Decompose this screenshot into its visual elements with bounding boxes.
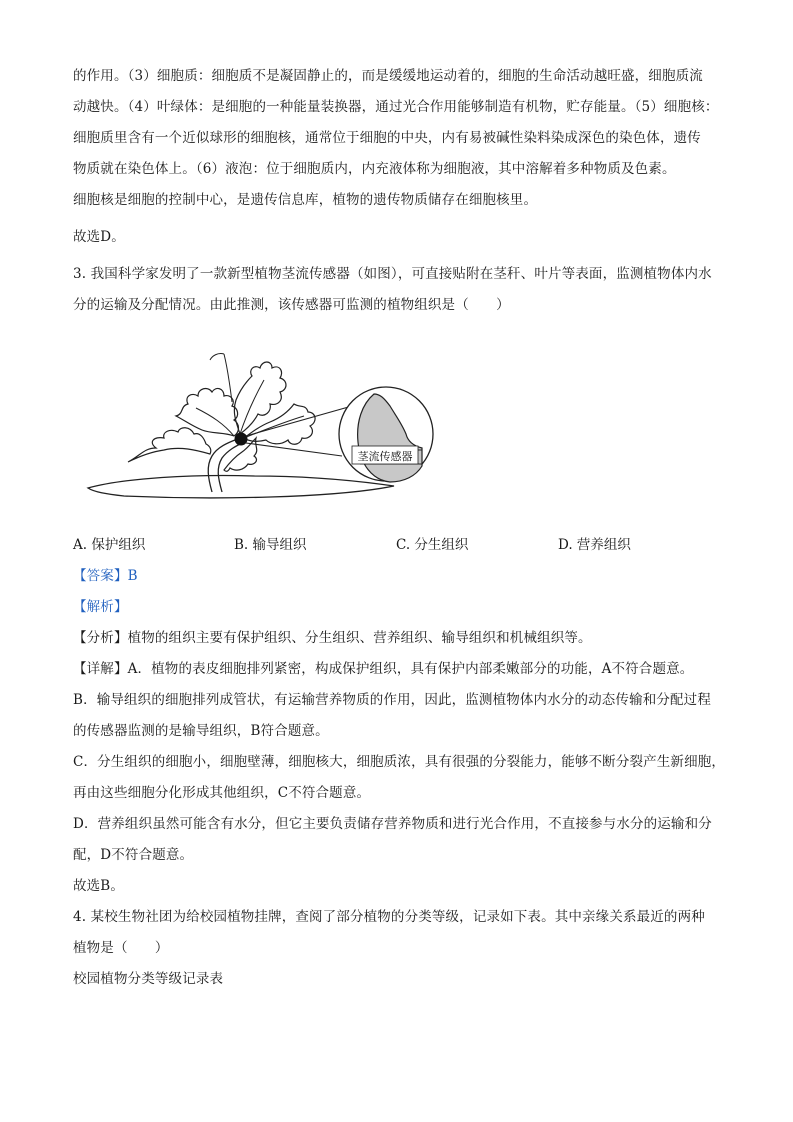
plant-leaf — [128, 428, 211, 462]
intro-line: 物质就在染色体上。（6）液泡：位于细胞质内，内充液体称为细胞液，其中溶解着多种物质及色素。 — [73, 161, 676, 177]
intro-line: 的作用。（3）细胞质：细胞质不是凝固静止的，而是缓缓地运动着的，细胞的生命活动越旺盛，细胞质流 — [73, 68, 703, 84]
explanation-line: 的传感器监测的是输导组织，B符合题意。 — [73, 723, 329, 739]
explanation-line: 【详解】A．植物的表皮细胞排列紧密，构成保护组织，具有保护内部柔嫩部分的功能，A不符合题意。 — [73, 661, 694, 677]
question-3-stem: 分的运输及分配情况。由此推测，该传感器可监测的植物组织是（ ） — [73, 297, 510, 313]
option-d: D. 营养组织 — [558, 537, 631, 553]
ground-shape — [88, 476, 394, 498]
intro-line: 细胞质里含有一个近似球形的细胞核，通常位于细胞的中央，内有易被碱性染料染成深色的染色体，遗传 — [73, 130, 701, 146]
plant-leaf — [176, 389, 239, 436]
connector-line — [246, 443, 342, 456]
question-3-stem: 3. 我国科学家发明了一款新型植物茎流传感器（如图），可直接贴附在茎秆、叶片等表面，监测植物体内水 — [73, 266, 712, 282]
intro-line: 细胞核是细胞的控制中心，是遗传信息库，植物的遗传物质储存在细胞核里。 — [73, 192, 538, 208]
option-c: C. 分生组织 — [396, 537, 469, 553]
explanation-line: 再由这些细胞分化形成其他组织，C不符合题意。 — [73, 785, 371, 801]
question-4-stem: 4. 某校生物社团为给校园植物挂牌，查阅了部分植物的分类等级，记录如下表。其中亲缘关系最近的两种 — [73, 909, 705, 925]
plant-leaf — [234, 362, 286, 434]
plant-sensor-figure — [84, 346, 444, 506]
explanation-line: B．输导组织的细胞排列成管状，有运输营养物质的作用，因此，监测植物体内水分的动态传输和分配过程 — [73, 692, 711, 708]
sensor-label: 茎流传感器 — [357, 450, 413, 463]
explanation-conclusion: 故选B。 — [73, 878, 125, 894]
table-caption: 校园植物分类等级记录表 — [73, 971, 224, 987]
analysis-heading: 【解析】 — [73, 599, 128, 615]
connector-line — [246, 406, 352, 436]
sensor-attachment-dot — [235, 433, 248, 446]
intro-line: 动越快。（4）叶绿体：是细胞的一种能量装换器，通过光合作用能够制造有机物，贮存能量。（5）细胞核： — [73, 99, 719, 115]
explanation-line: 配，D不符合题意。 — [73, 847, 194, 863]
intro-conclusion: 故选D。 — [73, 229, 125, 245]
option-b: B. 输导组织 — [234, 537, 307, 553]
explanation-line: D．营养组织虽然可能含有水分，但它主要负责储存营养物质和进行光合作用，不直接参与水分的运输和分 — [73, 816, 712, 832]
option-a: A. 保护组织 — [73, 537, 146, 553]
explanation-line: 【分析】植物的组织主要有保护组织、分生组织、营养组织、输导组织和机械组织等。 — [73, 630, 592, 646]
explanation-line: C．分生组织的细胞小，细胞壁薄，细胞核大，细胞质浓，具有很强的分裂能力，能够不断分裂产生新细胞， — [73, 754, 726, 770]
question-4-stem: 植物是（ ） — [73, 940, 169, 956]
answer-label: 【答案】B — [73, 568, 138, 584]
